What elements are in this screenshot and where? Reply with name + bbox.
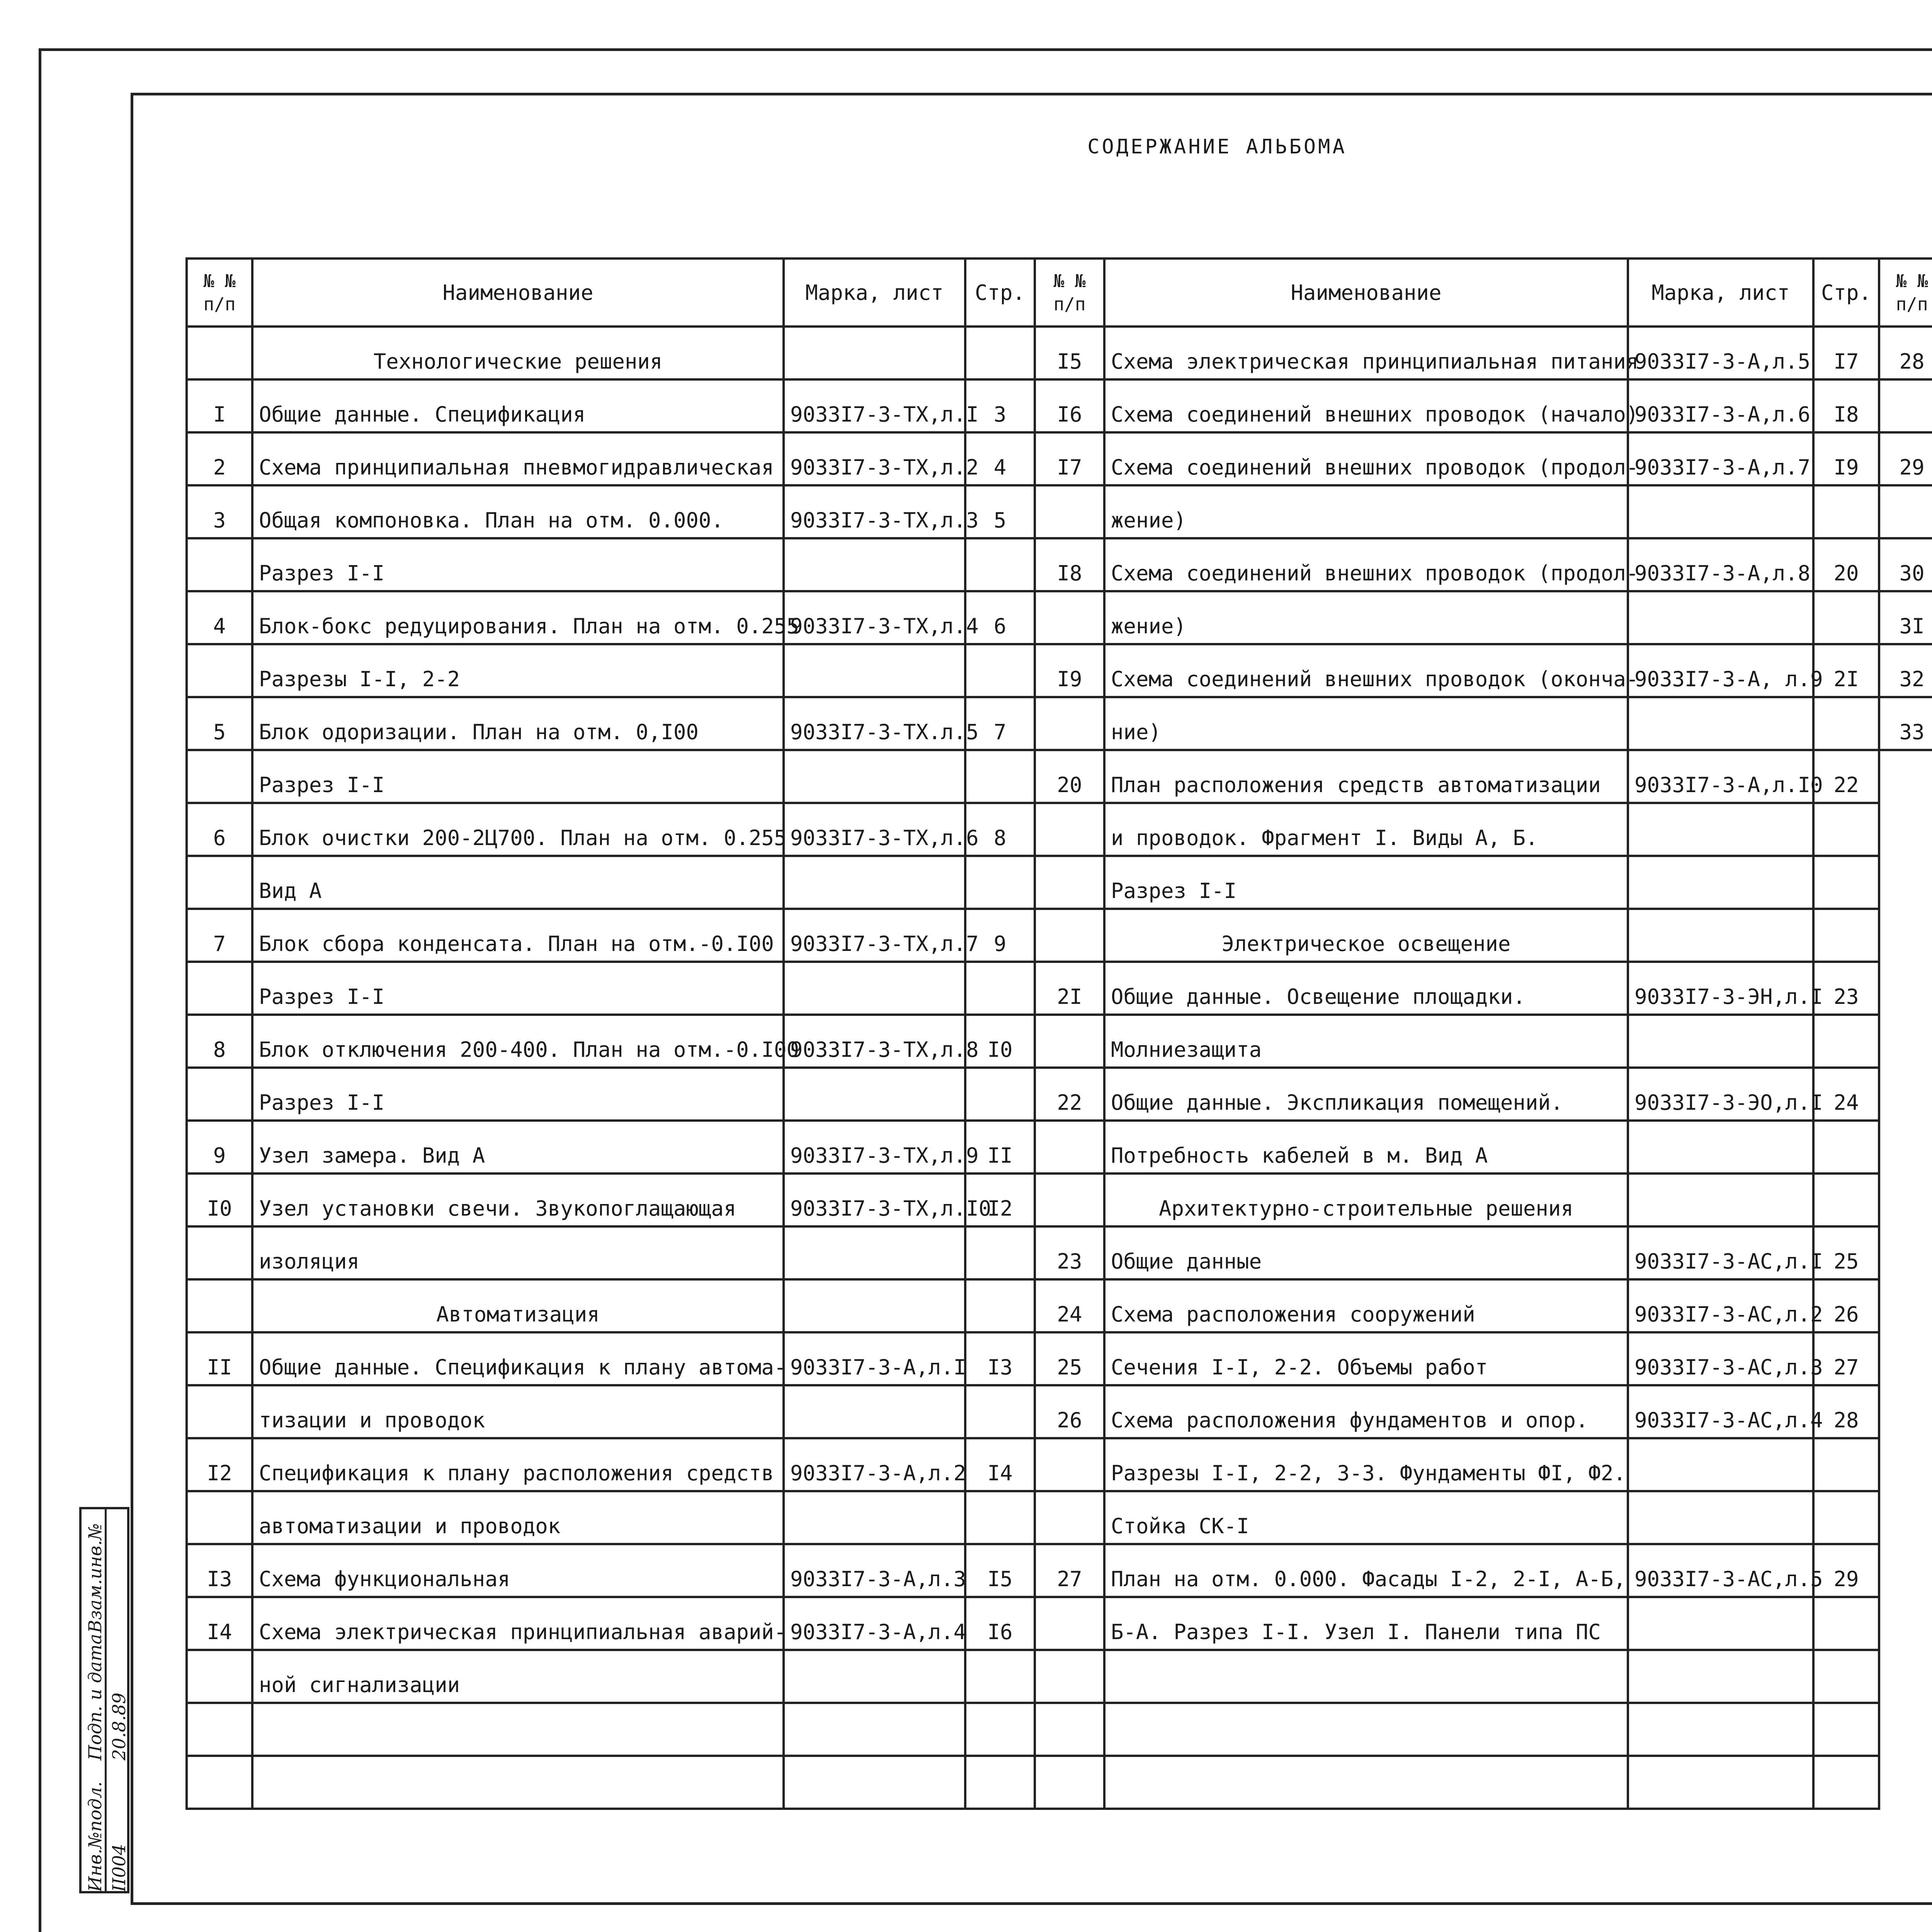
row-mark <box>1628 1173 1813 1226</box>
row-page: 5 <box>965 485 1035 538</box>
row-page <box>1813 1438 1879 1491</box>
contents-table-main <box>185 257 1880 1810</box>
row-number <box>187 1650 252 1703</box>
row-page: I0 <box>965 1015 1035 1068</box>
table-row <box>187 1385 1879 1438</box>
row-number: 5 <box>187 697 252 750</box>
row-page <box>1813 1703 1879 1756</box>
table-row <box>1879 538 1932 591</box>
row-mark <box>784 1226 965 1279</box>
row-page: 28 <box>1813 1385 1879 1438</box>
row-page: I2 <box>965 1173 1035 1226</box>
row-number: 33 <box>1879 697 1932 750</box>
row-mark: 9033I7-3-А,л.3 <box>784 1544 965 1597</box>
row-name: Общая компоновка. План на отм. 0.000. <box>252 485 784 538</box>
row-name: Блок отключения 200-400. План на отм.-0.I00 <box>252 1015 784 1068</box>
row-page <box>1813 803 1879 856</box>
row-number <box>187 1226 252 1279</box>
row-mark: 9033I7-3-АС,л.I <box>1628 1226 1813 1279</box>
stamp-label-replacement: Взам.инв.№ <box>85 1523 105 1633</box>
row-page: 23 <box>1813 962 1879 1015</box>
row-mark <box>784 1279 965 1332</box>
row-number <box>1035 856 1104 909</box>
row-name <box>252 1756 784 1809</box>
row-number <box>1035 1597 1104 1650</box>
contents-table-right-body <box>1879 327 1932 750</box>
row-name: Разрез I-I <box>252 538 784 591</box>
row-page: I6 <box>965 1597 1035 1650</box>
section-heading: Автоматизация <box>252 1279 784 1332</box>
row-number: 24 <box>1035 1279 1104 1332</box>
row-mark: 9033I7-3-АС,л.2 <box>1628 1279 1813 1332</box>
row-name: План расположения средств автоматизации <box>1104 750 1628 803</box>
row-number: 27 <box>1035 1544 1104 1597</box>
row-mark <box>1628 1121 1813 1173</box>
row-mark: 9033I7-3-ТХ,л.4 <box>784 591 965 644</box>
row-page <box>1813 1491 1879 1544</box>
row-mark: 9033I7-3-А,л.2 <box>784 1438 965 1491</box>
row-mark <box>1628 1491 1813 1544</box>
row-number <box>1035 1015 1104 1068</box>
row-number <box>1035 1173 1104 1226</box>
row-mark: 9033I7-3-А,л.7 <box>1628 432 1813 485</box>
row-name: Блок-бокс редуцирования. План на отм. 0.255 <box>252 591 784 644</box>
col-num-header: № № п/п <box>1035 259 1104 327</box>
row-page: 3 <box>965 379 1035 432</box>
row-name: Схема функциональная <box>252 1544 784 1597</box>
table-row <box>187 697 1879 750</box>
row-mark: 9033I7-3-ТХ,л.7 <box>784 909 965 962</box>
table-row <box>187 803 1879 856</box>
row-name: тизации и проводок <box>252 1385 784 1438</box>
table-row <box>187 1756 1879 1809</box>
row-number: 3I <box>1879 591 1932 644</box>
row-mark: 9033I7-3-А,л.5 <box>1628 327 1813 379</box>
row-page: I5 <box>965 1544 1035 1597</box>
row-number <box>187 1279 252 1332</box>
row-number <box>187 327 252 379</box>
row-number <box>187 644 252 697</box>
row-mark: 9033I7-3-ТХ,л.2 <box>784 432 965 485</box>
row-number <box>187 856 252 909</box>
row-name: Молниезащита <box>1104 1015 1628 1068</box>
row-page: 22 <box>1813 750 1879 803</box>
row-page <box>1813 1756 1879 1809</box>
row-name: Общие данные. Экспликация помещений. <box>1104 1068 1628 1121</box>
row-page <box>965 1068 1035 1121</box>
row-name: Сечения I-I, 2-2. Объемы работ <box>1104 1332 1628 1385</box>
row-name <box>1104 1650 1628 1703</box>
row-mark <box>784 1703 965 1756</box>
row-mark: 9033I7-3-А,л.I0 <box>1628 750 1813 803</box>
row-page <box>965 538 1035 591</box>
row-page: 2I <box>1813 644 1879 697</box>
row-name: и проводок. Фрагмент I. Виды А, Б. <box>1104 803 1628 856</box>
row-page <box>1813 697 1879 750</box>
row-number: 23 <box>1035 1226 1104 1279</box>
table-row <box>187 856 1879 909</box>
row-mark: 9033I7-3-ЭН,л.I <box>1628 962 1813 1015</box>
row-mark <box>1628 697 1813 750</box>
row-mark <box>1628 909 1813 962</box>
table-row <box>187 1121 1879 1173</box>
row-number <box>1035 1438 1104 1491</box>
row-name: Схема электрическая принципиальная аварий- <box>252 1597 784 1650</box>
row-name: Разрез I-I <box>252 962 784 1015</box>
row-page <box>1813 909 1879 962</box>
table-row <box>187 485 1879 538</box>
row-mark <box>784 1385 965 1438</box>
row-number: I9 <box>1035 644 1104 697</box>
row-name <box>1104 1703 1628 1756</box>
row-mark <box>1628 1703 1813 1756</box>
row-name: План на отм. 0.000. Фасады I-2, 2-I, А-Б, <box>1104 1544 1628 1597</box>
table-row <box>187 750 1879 803</box>
row-page: 7 <box>965 697 1035 750</box>
row-name: жение) <box>1104 591 1628 644</box>
row-page <box>965 750 1035 803</box>
row-mark: 9033I7-3-А,л.4 <box>784 1597 965 1650</box>
row-mark <box>1628 1650 1813 1703</box>
row-mark: 9033I7-3-ТХ,л.6 <box>784 803 965 856</box>
row-name: Узел установки свечи. Звукопоглащающая <box>252 1173 784 1226</box>
row-number <box>187 750 252 803</box>
row-mark: 9033I7-3-ТХ,л.I <box>784 379 965 432</box>
table-row <box>1879 697 1932 750</box>
col-name-header: Наименование <box>1104 259 1628 327</box>
row-page <box>965 1279 1035 1332</box>
row-number: I5 <box>1035 327 1104 379</box>
row-number: 7 <box>187 909 252 962</box>
row-name: Схема соединений внешних проводок (продол- <box>1104 538 1628 591</box>
row-number <box>1035 909 1104 962</box>
row-mark: 9033I7-3-А,л.8 <box>1628 538 1813 591</box>
row-number: 2I <box>1035 962 1104 1015</box>
row-number <box>1879 485 1932 538</box>
row-page <box>1813 1597 1879 1650</box>
stamp-value-inventory: II004 <box>109 1844 129 1892</box>
row-name: Блок одоризации. План на отм. 0,I00 <box>252 697 784 750</box>
row-page <box>1813 1650 1879 1703</box>
table-row <box>187 962 1879 1015</box>
table-row <box>187 432 1879 485</box>
row-page <box>965 1650 1035 1703</box>
row-page: 8 <box>965 803 1035 856</box>
table-row <box>187 1703 1879 1756</box>
row-number: 4 <box>187 591 252 644</box>
row-mark <box>784 856 965 909</box>
row-number: I3 <box>187 1544 252 1597</box>
side-stamp <box>79 1507 129 1893</box>
row-mark <box>784 1068 965 1121</box>
row-page: 24 <box>1813 1068 1879 1121</box>
row-number: 28 <box>1879 327 1932 379</box>
row-name: Узел замера. Вид А <box>252 1121 784 1173</box>
row-name: Схема принципиальная пневмогидравлическая <box>252 432 784 485</box>
row-name: Схема расположения фундаментов и опор. <box>1104 1385 1628 1438</box>
row-name: Разрез I-I <box>252 750 784 803</box>
row-mark <box>784 644 965 697</box>
row-mark <box>1628 856 1813 909</box>
row-number: I6 <box>1035 379 1104 432</box>
row-name: Потребность кабелей в м. Вид А <box>1104 1121 1628 1173</box>
table-row <box>1879 432 1932 485</box>
row-number: 32 <box>1879 644 1932 697</box>
row-name: Схема соединений внешних проводок (оконча- <box>1104 644 1628 697</box>
row-name: Схема соединений внешних проводок (продол- <box>1104 432 1628 485</box>
row-page: 27 <box>1813 1332 1879 1385</box>
row-mark <box>1628 485 1813 538</box>
row-name: Схема расположения сооружений <box>1104 1279 1628 1332</box>
row-mark: 9033I7-3-ТХ,л.3 <box>784 485 965 538</box>
row-mark: 9033I7-3-АС,л.4 <box>1628 1385 1813 1438</box>
section-heading: Электрическое освещение <box>1104 909 1628 962</box>
row-number <box>187 1703 252 1756</box>
row-name: Общие данные <box>1104 1226 1628 1279</box>
row-number <box>1035 1491 1104 1544</box>
table-header-row <box>1879 259 1932 327</box>
row-number <box>187 1385 252 1438</box>
row-mark: 9033I7-3-ТХ,л.8 <box>784 1015 965 1068</box>
row-name: Б-А. Разрез I-I. Узел I. Панели типа ПС <box>1104 1597 1628 1650</box>
row-name: Спецификация к плану расположения средств <box>252 1438 784 1491</box>
row-page <box>1813 591 1879 644</box>
col-mark-header: Марка, лист <box>784 259 965 327</box>
row-number <box>1879 379 1932 432</box>
row-number: I7 <box>1035 432 1104 485</box>
row-name: Разрезы I-I, 2-2 <box>252 644 784 697</box>
row-name: Разрез I-I <box>252 1068 784 1121</box>
row-mark <box>1628 803 1813 856</box>
row-page <box>965 644 1035 697</box>
row-number: 29 <box>1879 432 1932 485</box>
row-page <box>965 856 1035 909</box>
row-name <box>1104 1756 1628 1809</box>
section-heading: Архитектурно-строительные решения <box>1104 1173 1628 1226</box>
row-page <box>965 327 1035 379</box>
row-mark <box>784 750 965 803</box>
table-row <box>187 327 1879 379</box>
row-mark: 9033I7-3-А,л.I <box>784 1332 965 1385</box>
row-number <box>1035 1650 1104 1703</box>
table-row <box>187 1015 1879 1068</box>
row-mark <box>1628 1015 1813 1068</box>
row-number <box>1035 697 1104 750</box>
row-page: 20 <box>1813 538 1879 591</box>
row-page: 9 <box>965 909 1035 962</box>
table-row <box>187 538 1879 591</box>
row-number: 3 <box>187 485 252 538</box>
row-number <box>1035 1756 1104 1809</box>
row-name: изоляция <box>252 1226 784 1279</box>
row-mark <box>1628 1597 1813 1650</box>
row-page: 25 <box>1813 1226 1879 1279</box>
row-name: ной сигнализации <box>252 1650 784 1703</box>
row-page: 4 <box>965 432 1035 485</box>
row-number: 6 <box>187 803 252 856</box>
row-name: Схема электрическая принципиальная питания <box>1104 327 1628 379</box>
row-number <box>187 1491 252 1544</box>
table-row <box>1879 591 1932 644</box>
row-page <box>965 1703 1035 1756</box>
row-number: I0 <box>187 1173 252 1226</box>
row-page <box>965 1385 1035 1438</box>
row-page: 29 <box>1813 1544 1879 1597</box>
row-number: 30 <box>1879 538 1932 591</box>
row-number: I8 <box>1035 538 1104 591</box>
table-row <box>187 1650 1879 1703</box>
row-mark: 9033I7-3-А,л.6 <box>1628 379 1813 432</box>
row-page: I3 <box>965 1332 1035 1385</box>
row-page <box>1813 1121 1879 1173</box>
row-mark: 9033I7-3-ТХ,л.I0 <box>784 1173 965 1226</box>
row-page: II <box>965 1121 1035 1173</box>
col-page-header: Стр. <box>965 259 1035 327</box>
contents-table-right <box>1878 257 1932 751</box>
stamp-label-signature: Подп. и дата <box>85 1634 105 1760</box>
table-row <box>1879 379 1932 432</box>
row-page <box>965 1226 1035 1279</box>
row-name: Разрез I-I <box>1104 856 1628 909</box>
row-name: Разрезы I-I, 2-2, 3-3. Фундаменты ФI, Ф2. <box>1104 1438 1628 1491</box>
row-mark: 9033I7-3-АС,л.3 <box>1628 1332 1813 1385</box>
row-number <box>1035 803 1104 856</box>
row-number <box>1035 485 1104 538</box>
row-name: автоматизации и проводок <box>252 1491 784 1544</box>
row-number: I <box>187 379 252 432</box>
table-row <box>187 644 1879 697</box>
row-name: ние) <box>1104 697 1628 750</box>
row-page <box>1813 856 1879 909</box>
row-name: Общие данные. Освещение площадки. <box>1104 962 1628 1015</box>
row-mark <box>1628 1438 1813 1491</box>
row-page <box>1813 1015 1879 1068</box>
row-mark: 9033I7-3-ЭО,л.I <box>1628 1068 1813 1121</box>
row-mark: 9033I7-3-АС,л.5 <box>1628 1544 1813 1597</box>
table-row <box>1879 485 1932 538</box>
row-mark: 9033I7-3-А, л.9 <box>1628 644 1813 697</box>
row-name: Стойка СК-I <box>1104 1491 1628 1544</box>
col-page-header: Стр. <box>1813 259 1879 327</box>
contents-table-main-body <box>187 327 1879 1809</box>
table-header-row <box>187 259 1879 327</box>
row-mark <box>784 538 965 591</box>
row-number: 9 <box>187 1121 252 1173</box>
row-number <box>1035 1703 1104 1756</box>
col-num-header: № № п/п <box>187 259 252 327</box>
row-page <box>1813 485 1879 538</box>
table-row <box>1879 327 1932 379</box>
table-row <box>187 591 1879 644</box>
row-mark <box>784 1756 965 1809</box>
album-title: СОДЕРЖАНИЕ АЛЬБОМА <box>1087 135 1347 158</box>
row-mark <box>784 962 965 1015</box>
row-number <box>187 538 252 591</box>
table-row <box>187 1173 1879 1226</box>
table-row <box>1879 644 1932 697</box>
section-heading: Технологические решения <box>252 327 784 379</box>
row-mark: 9033I7-3-ТХ,л.9 <box>784 1121 965 1173</box>
row-page: I9 <box>1813 432 1879 485</box>
table-row <box>187 909 1879 962</box>
col-name-header: Наименование <box>252 259 784 327</box>
row-page: I8 <box>1813 379 1879 432</box>
col-num-header: № № п/п <box>1879 259 1932 327</box>
row-number: 2 <box>187 432 252 485</box>
stamp-value-signature: 20.8.89 <box>109 1692 129 1760</box>
table-row <box>187 1332 1879 1385</box>
table-row <box>187 1068 1879 1121</box>
row-number: 25 <box>1035 1332 1104 1385</box>
table-row <box>187 1597 1879 1650</box>
row-number: 22 <box>1035 1068 1104 1121</box>
row-number: II <box>187 1332 252 1385</box>
row-name: Блок сбора конденсата. План на отм.-0.I00 <box>252 909 784 962</box>
row-page <box>965 1756 1035 1809</box>
table-row <box>187 379 1879 432</box>
row-mark <box>784 1491 965 1544</box>
row-name <box>252 1703 784 1756</box>
row-name: Блок очистки 200-2Ц700. План на отм. 0.255 <box>252 803 784 856</box>
row-name: Вид А <box>252 856 784 909</box>
row-page <box>1813 1173 1879 1226</box>
row-number <box>187 1756 252 1809</box>
row-number: 26 <box>1035 1385 1104 1438</box>
row-number: 8 <box>187 1015 252 1068</box>
row-number <box>187 1068 252 1121</box>
table-row <box>187 1544 1879 1597</box>
table-row <box>187 1279 1879 1332</box>
row-name: Общие данные. Спецификация к плану автома- <box>252 1332 784 1385</box>
row-mark <box>784 1650 965 1703</box>
row-mark: 9033I7-3-ТХ.л.5 <box>784 697 965 750</box>
col-mark-header: Марка, лист <box>1628 259 1813 327</box>
row-mark <box>1628 1756 1813 1809</box>
row-name: жение) <box>1104 485 1628 538</box>
table-row <box>187 1438 1879 1491</box>
table-row <box>187 1226 1879 1279</box>
row-page: I7 <box>1813 327 1879 379</box>
row-page: 6 <box>965 591 1035 644</box>
row-page: I4 <box>965 1438 1035 1491</box>
row-page: 26 <box>1813 1279 1879 1332</box>
stamp-label-inventory: Инв.№подл. <box>85 1781 105 1892</box>
row-name: Схема соединений внешних проводок (начало) <box>1104 379 1628 432</box>
row-name: Общие данные. Спецификация <box>252 379 784 432</box>
row-number <box>1035 591 1104 644</box>
row-mark <box>784 327 965 379</box>
table-row <box>187 1491 1879 1544</box>
row-number: I4 <box>187 1597 252 1650</box>
row-number: I2 <box>187 1438 252 1491</box>
row-mark <box>1628 591 1813 644</box>
row-number: 20 <box>1035 750 1104 803</box>
row-page <box>965 962 1035 1015</box>
row-number <box>187 962 252 1015</box>
row-number <box>1035 1121 1104 1173</box>
row-page <box>965 1491 1035 1544</box>
